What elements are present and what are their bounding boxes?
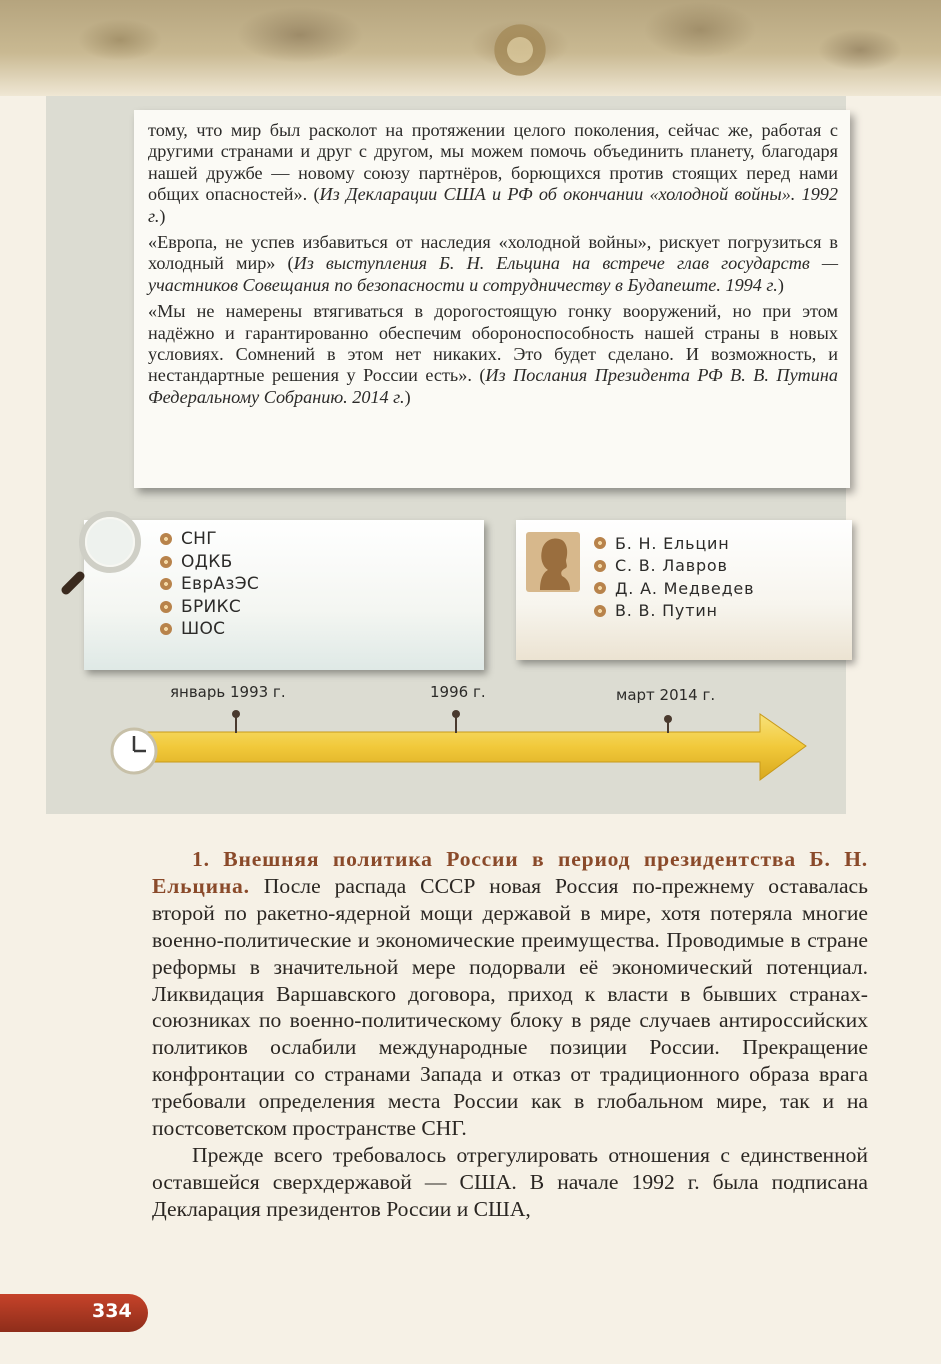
list-item: С. В. Лавров: [594, 555, 754, 578]
bullet-icon: [160, 623, 172, 635]
list-item: В. В. Путин: [594, 600, 754, 623]
person-silhouette-icon: [526, 532, 580, 592]
list-item: ШОС: [160, 618, 259, 641]
bullet-icon: [594, 605, 606, 617]
section-paragraph: 1. Внешняя политика России в период президентства Б. Н. Ельцина. После распада СССР новая Россия по-прежнему оставалась второй по ракетно-ядерной мощи державой в мире, хотя потеряла многие военно-политические и экономические преимущества. Проводимые в стране реформы в значительной мере подорвали её экономический потенциал. Ликвидация Варшавского договора, приход к власти в бывших странах-союзниках по военно-политическому блоку в ряде случаев антироссийских политиков ослабили международные позиции России. Прекращение конфронтации со странами Запада и отказ от традиционного образа врага требовали определения места России как в глобальном мире, так и на постсоветском пространстве СНГ.: [152, 847, 868, 1141]
timeline-tick: [232, 710, 240, 733]
terms-list: [160, 528, 259, 641]
bullet-icon: [594, 537, 606, 549]
timeline: [0, 700, 941, 810]
bullet-icon: [594, 582, 606, 594]
timeline-label: январь 1993 г.: [170, 683, 286, 701]
magnifier-icon: [58, 506, 148, 596]
quote-1: тому, что мир был расколот на протяжении целого поколения, сейчас же, работая с другими странами и друг с другом, мы можем помочь объединить планету, благодаря нашей дружбе — новому союзу партнёров, борющихся против стоящих перед нами общих опасностей». (Из Декларации США и РФ об окончании «холодной войны». 1992 г.): [148, 120, 838, 226]
list-item: СНГ: [160, 528, 259, 551]
bullet-icon: [594, 560, 606, 572]
decorative-header: [0, 0, 941, 96]
bullet-icon: [160, 556, 172, 568]
timeline-label: март 2014 г.: [616, 686, 716, 704]
clock-icon: [112, 729, 156, 773]
key-people-card: [516, 520, 852, 660]
timeline-label: 1996 г.: [430, 683, 486, 701]
timeline-tick: [452, 710, 460, 733]
list-item: ОДКБ: [160, 551, 259, 574]
timeline-arrow: [130, 714, 806, 780]
timeline-tick: [664, 715, 672, 733]
order-star-ornament: [490, 20, 550, 80]
bullet-icon: [160, 601, 172, 613]
bullet-icon: [160, 533, 172, 545]
list-item: Д. А. Медведев: [594, 577, 754, 600]
quotes-card: [134, 110, 850, 488]
page-number: 334: [92, 1300, 132, 1322]
section-heading: 1. Внешняя политика России в период президентства Б. Н. Ельцина.: [152, 847, 868, 898]
list-item: Б. Н. Ельцин: [594, 532, 754, 555]
list-item: ЕврАзЭС: [160, 573, 259, 596]
section-body: [152, 846, 868, 1223]
quote-3: «Мы не намерены втягиваться в дорогостоящую гонку вооружений, но при этом надёжно и гарантированно обеспечим обороноспособность нашей страны в новых условиях. Сомнений в этом нет никаких. Это будет сделано. И возможность, и нестандартные решения у России есть». (Из Послания Президента РФ В. В. Путина Федеральному Собранию. 2014 г.): [148, 301, 838, 407]
list-item: БРИКС: [160, 596, 259, 619]
people-list: [594, 532, 754, 622]
section-paragraph: Прежде всего требовалось отрегулировать отношения с единственной оставшейся сверхдержавой — США. В начале 1992 г. была подписана Декларация президентов России и США,: [152, 1142, 868, 1221]
bullet-icon: [160, 578, 172, 590]
quote-2: «Европа, не успев избавиться от наследия «холодной войны», рискует погрузиться в холодный мир» (Из выступления Б. Н. Ельцина на встрече глав государств — участников Совещания по безопасности и сотрудничеству в Будапеште. 1994 г.): [148, 232, 839, 295]
